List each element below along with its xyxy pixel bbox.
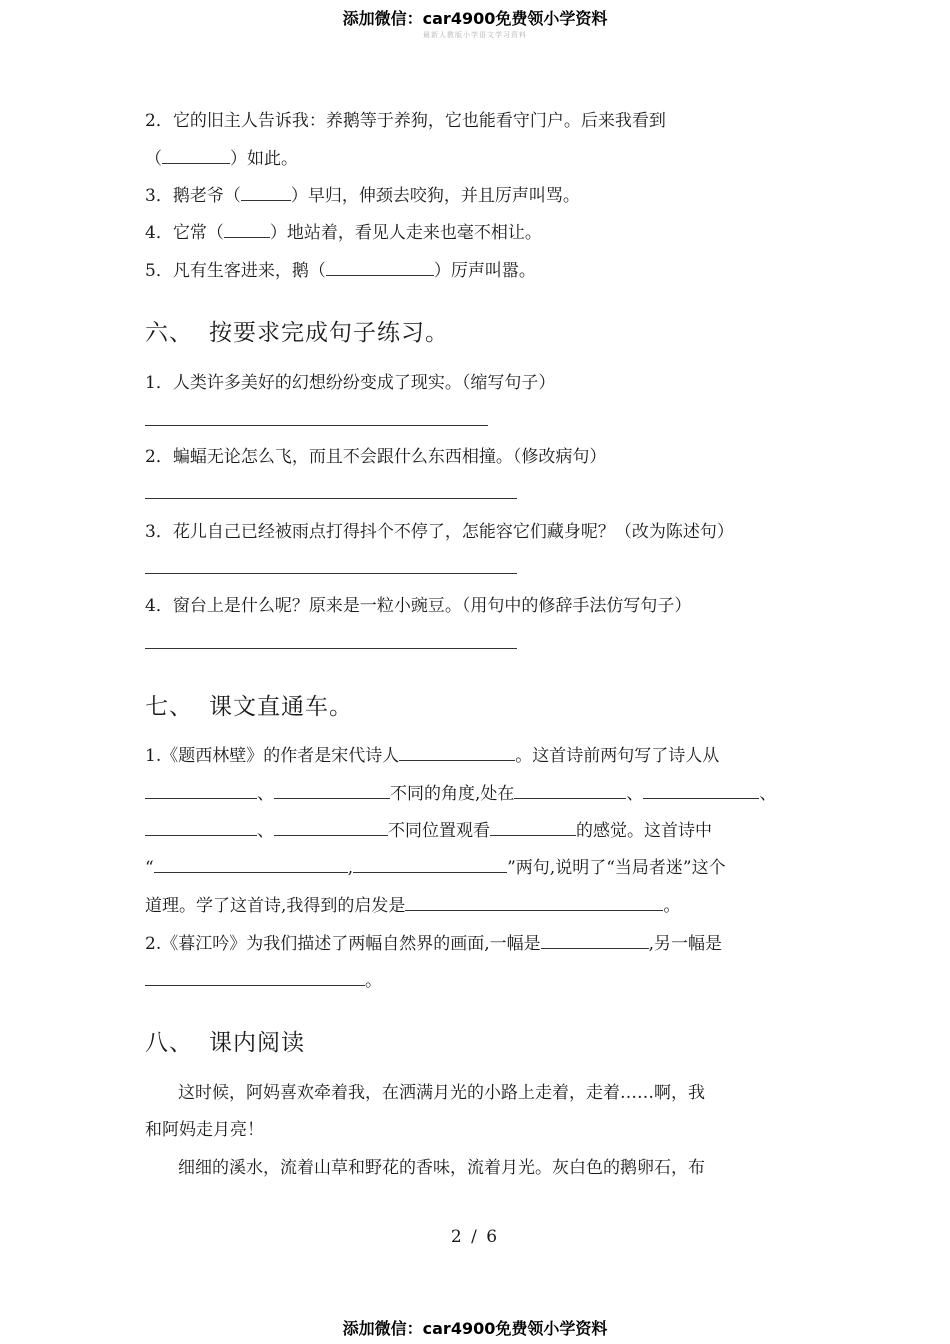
blank <box>405 896 663 911</box>
s8-para2-line1: 细细的溪水，流着山草和野花的香味，流着月光。灰白色的鹅卵石，布 <box>178 1158 705 1178</box>
s5-q2-line2: （ ）如此。 <box>145 149 298 169</box>
blank <box>490 821 576 836</box>
blank <box>274 784 390 799</box>
blank <box>241 186 291 201</box>
blank <box>162 149 230 164</box>
blank <box>274 821 388 836</box>
blank <box>353 858 507 873</box>
s5-q5: 5．凡有生客进来，鹅（ ）厉声叫嚣。 <box>145 261 536 281</box>
s7-line6: 2.《暮江吟》为我们描述了两幅自然界的画面,一幅是 ,另一幅是 <box>145 934 723 954</box>
answer-line <box>145 648 517 649</box>
section8-heading: 八、 课内阅读 <box>145 1030 305 1056</box>
answer-line <box>145 425 488 426</box>
bottom-banner: 添加微信：car4900免费领小学资料 <box>342 1319 608 1338</box>
s6-q3: 3．花儿自己已经被雨点打得抖个不停了，怎能容它们藏身呢？（改为陈述句） <box>145 522 734 542</box>
answer-line <box>145 498 517 499</box>
blank <box>643 784 759 799</box>
s7-line3: 、 不同位置观看 的感觉。这首诗中 <box>145 816 712 841</box>
blank <box>514 784 626 799</box>
section7-heading: 七、 课文直通车。 <box>145 694 353 720</box>
s7-line4: “ , ”两句,说明了“当局者迷”这个 <box>145 858 726 878</box>
s5-q2-line1: 2．它的旧主人告诉我：养鹅等于养狗，它也能看守门户。后来我看到 <box>145 111 666 131</box>
blank <box>541 934 649 949</box>
s7-line5: 道理。学了这首诗,我得到的启发是 。 <box>145 896 681 916</box>
s5-q4: 4．它常（ ）地站着，看见人走来也毫不相让。 <box>145 223 542 243</box>
s7-line1: 1.《题西林壁》的作者是宋代诗人 。这首诗前两句写了诗人从 <box>145 746 720 766</box>
page-number: 2 / 6 <box>450 1227 500 1247</box>
faint-subtitle: 最新人教版小学语文学习资料 <box>423 31 527 39</box>
s8-para1-line1: 这时候，阿妈喜欢牵着我，在洒满月光的小路上走着，走着……啊，我 <box>178 1083 705 1103</box>
blank <box>224 223 270 238</box>
s7-line7: 。 <box>145 966 382 991</box>
section6-heading: 六、 按要求完成句子练习。 <box>145 320 449 346</box>
s6-q2: 2．蝙蝠无论怎么飞，而且不会跟什么东西相撞。（修改病句） <box>145 447 607 467</box>
blank <box>145 821 257 836</box>
blank <box>145 784 257 799</box>
blank <box>399 746 515 761</box>
answer-line <box>145 573 517 574</box>
s6-q4: 4．窗台上是什么呢？原来是一粒小豌豆。（用句中的修辞手法仿写句子） <box>145 596 692 616</box>
top-banner: 添加微信：car4900免费领小学资料 <box>342 9 608 28</box>
s7-line2: 、 不同的角度,处在 、 、 <box>145 779 776 804</box>
s8-para1-line2: 和阿妈走月亮！ <box>145 1120 264 1140</box>
blank <box>326 261 434 276</box>
blank <box>154 858 348 873</box>
s6-q1: 1．人类许多美好的幻想纷纷变成了现实。（缩写句子） <box>145 373 556 393</box>
blank <box>145 971 365 986</box>
s5-q3: 3．鹅老爷（ ）早归，伸颈去咬狗，并且厉声叫骂。 <box>145 186 580 206</box>
